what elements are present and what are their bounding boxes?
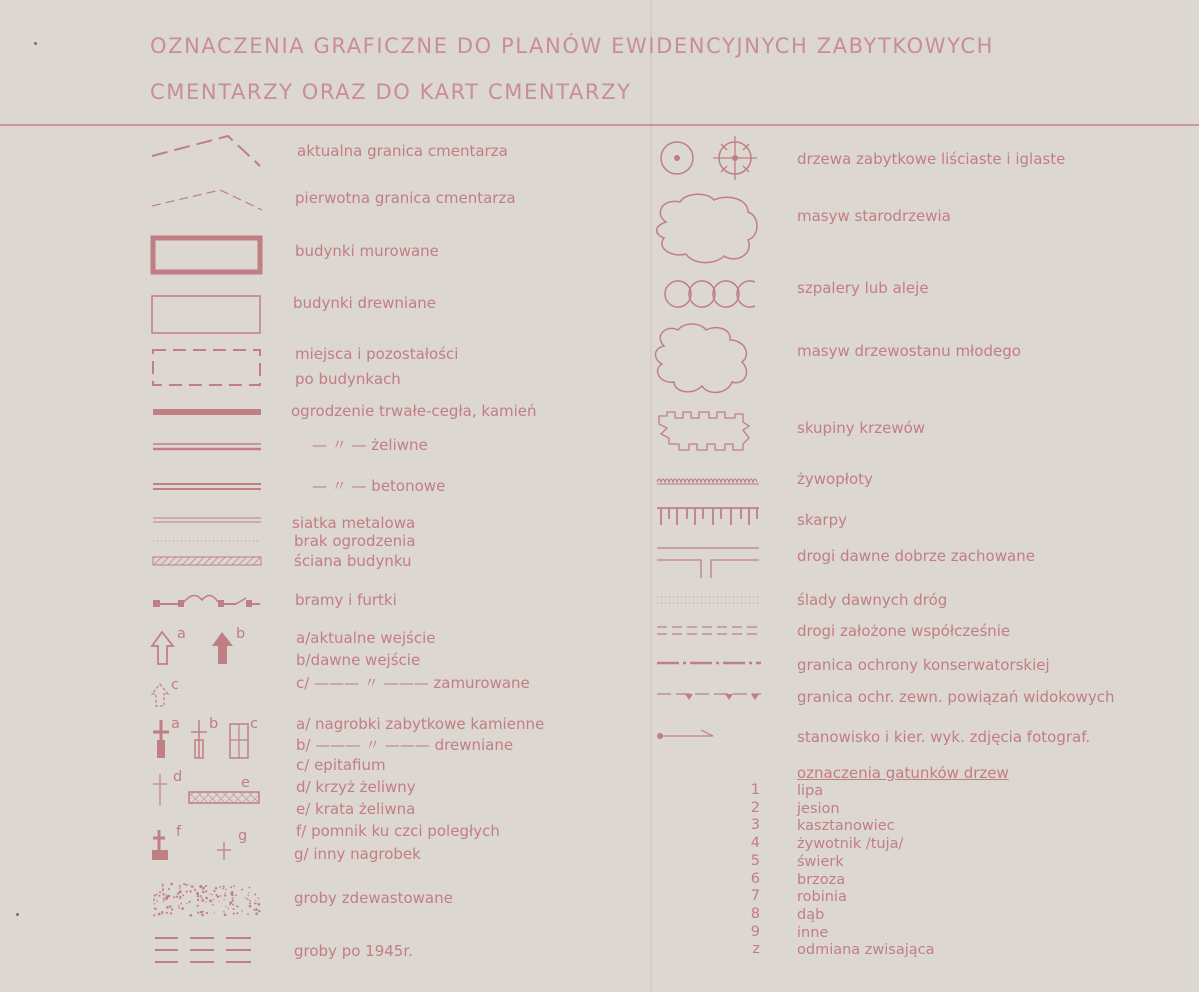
tree-name: odmiana zwisająca xyxy=(797,942,935,959)
label-entrance-c: c/ ——— 〃 ——— zamurowane xyxy=(296,674,530,692)
tree-number: 4 xyxy=(750,835,760,852)
paper-fold xyxy=(650,0,652,992)
historic-trees-icon xyxy=(655,134,765,188)
metal-mesh-icon xyxy=(150,516,264,526)
tree-name: świerk xyxy=(797,853,844,870)
devastated-graves-icon xyxy=(150,880,264,920)
label-young-tree-mass: masyw drzewostanu młodego xyxy=(797,342,1021,360)
escarpments-icon xyxy=(655,505,765,529)
label-remains-1: miejsca i pozostałości xyxy=(295,345,459,363)
label-concrete-fence: — 〃 — betonowe xyxy=(312,477,446,495)
tree-number: 5 xyxy=(750,852,760,869)
label-tomb-c: c/ epitafium xyxy=(296,756,386,774)
mark-f: f xyxy=(176,824,182,840)
label-devastated: groby zdewastowane xyxy=(294,889,453,907)
mark-b: b xyxy=(236,626,246,642)
tree-species-heading: oznaczenia gatunków drzew xyxy=(797,764,1009,782)
label-original-boundary: pierwotna granica cmentarza xyxy=(295,189,516,207)
label-historic-trees: drzewa zabytkowe liściaste i iglaste xyxy=(797,150,1066,168)
label-tomb-b: b/ ——— 〃 ——— drewniane xyxy=(296,736,514,754)
mark-e: e xyxy=(241,775,250,791)
label-monument: f/ pomnik ku czci poległych xyxy=(296,822,500,840)
label-cast-iron-fence: — 〃 — żeliwne xyxy=(312,436,428,454)
label-road-traces: ślady dawnych dróg xyxy=(797,591,948,609)
hedges-icon xyxy=(655,476,765,488)
building-wall-icon xyxy=(150,554,264,568)
young-tree-mass-icon xyxy=(652,322,757,398)
old-tree-mass-icon xyxy=(652,192,762,266)
tree-number: z xyxy=(752,941,760,958)
mark-b-tomb: b xyxy=(209,716,219,732)
old-roads-icon xyxy=(655,544,765,584)
label-old-roads: drogi dawne dobrze zachowane xyxy=(797,547,1035,565)
road-traces-icon xyxy=(655,594,765,606)
cast-iron-fence-icon xyxy=(150,441,264,453)
tree-number: 8 xyxy=(750,905,760,922)
label-view-boundary: granica ochr. zewn. powiązań widokowych xyxy=(797,688,1115,706)
current-entrance-icon xyxy=(150,630,180,668)
alleys-icon xyxy=(655,276,765,312)
label-metal-mesh: siatka metalowa xyxy=(292,514,416,532)
title-rule xyxy=(0,124,1199,126)
label-alleys: szpalery lub aleje xyxy=(797,279,929,297)
tree-number: 6 xyxy=(750,870,760,887)
label-current-boundary: aktualna granica cmentarza xyxy=(297,142,508,160)
other-tomb-icon xyxy=(214,840,238,864)
wooden-building-icon xyxy=(150,294,264,336)
label-brick-buildings: budynki murowane xyxy=(295,242,439,260)
tree-number: 1 xyxy=(750,782,760,798)
label-post-1945: groby po 1945r. xyxy=(294,942,413,960)
punch-dot xyxy=(34,42,37,45)
tree-number: 2 xyxy=(750,799,760,816)
no-fence-icon xyxy=(150,538,264,544)
mark-a-tomb: a xyxy=(171,716,180,732)
tree-name: dąb xyxy=(797,906,825,923)
label-other-tomb: g/ inny nagrobek xyxy=(294,845,421,863)
tree-name: kasztanowiec xyxy=(797,818,895,835)
post-1945-graves-icon xyxy=(150,932,260,974)
tree-name: żywotnik /tuja/ xyxy=(797,836,904,853)
shrubs-icon xyxy=(653,408,763,458)
label-old-tree-mass: masyw starodrzewia xyxy=(797,207,951,225)
mark-c: c xyxy=(171,677,179,693)
title-line-1: OZNACZENIA GRAFICZNE DO PLANÓW EWIDENCYJNYCH ZABYTKOWYCH xyxy=(150,34,995,58)
view-boundary-icon xyxy=(655,689,765,703)
label-no-fence: brak ogrodzenia xyxy=(294,532,416,550)
label-tomb-a: a/ nagrobki zabytkowe kamienne xyxy=(296,715,545,733)
label-remains-2: po budynkach xyxy=(295,370,401,388)
label-conservation-boundary: granica ochrony konserwatorskiej xyxy=(797,656,1050,674)
tree-number: 3 xyxy=(750,817,760,834)
label-entrance-b: b/dawne wejście xyxy=(296,651,421,669)
title-line-2: CMENTARZY ORAZ DO KART CMENTARZY xyxy=(150,80,632,104)
tree-name: lipa xyxy=(797,783,824,799)
label-wooden-buildings: budynki drewniane xyxy=(293,294,437,312)
label-grille: e/ krata żeliwna xyxy=(296,800,416,818)
building-remains-icon xyxy=(150,347,264,389)
label-new-roads: drogi założone współcześnie xyxy=(797,622,1011,640)
label-photo-position: stanowisko i kier. wyk. zdjęcia fotograf. xyxy=(797,728,1091,746)
photo-position-icon xyxy=(655,726,725,746)
tree-number: 7 xyxy=(750,888,760,905)
conservation-boundary-icon xyxy=(655,658,765,668)
label-gates: bramy i furtki xyxy=(295,591,397,609)
label-building-wall: ściana budynku xyxy=(294,552,412,570)
tree-name: brzoza xyxy=(797,871,846,888)
punch-dot xyxy=(16,913,19,916)
mark-a: a xyxy=(177,626,186,642)
tree-number: 9 xyxy=(750,923,760,940)
permanent-fence-icon xyxy=(150,405,264,417)
new-roads-icon xyxy=(655,624,765,638)
tree-name: inne xyxy=(797,924,829,941)
mark-c-tomb: c xyxy=(250,716,258,732)
gate-icon xyxy=(150,588,264,612)
label-escarpments: skarpy xyxy=(797,511,847,529)
tree-name: jesion xyxy=(797,800,840,817)
label-shrubs: skupiny krzewów xyxy=(797,419,926,437)
cast-iron-grille-icon xyxy=(187,790,263,806)
label-hedges: żywopłoty xyxy=(797,470,873,488)
label-entrance-a: a/aktualne wejście xyxy=(296,629,436,647)
brick-building-icon xyxy=(150,235,264,275)
tree-name: robinia xyxy=(797,889,847,906)
cast-iron-cross-icon xyxy=(150,772,174,810)
mark-g: g xyxy=(238,828,248,844)
mark-d: d xyxy=(173,769,183,785)
label-permanent-fence: ogrodzenie trwałe-cegła, kamień xyxy=(291,402,537,420)
concrete-fence-icon xyxy=(150,481,264,493)
current-boundary-icon xyxy=(150,132,265,170)
label-cross: d/ krzyż żeliwny xyxy=(296,778,416,796)
original-boundary-icon xyxy=(150,184,265,212)
